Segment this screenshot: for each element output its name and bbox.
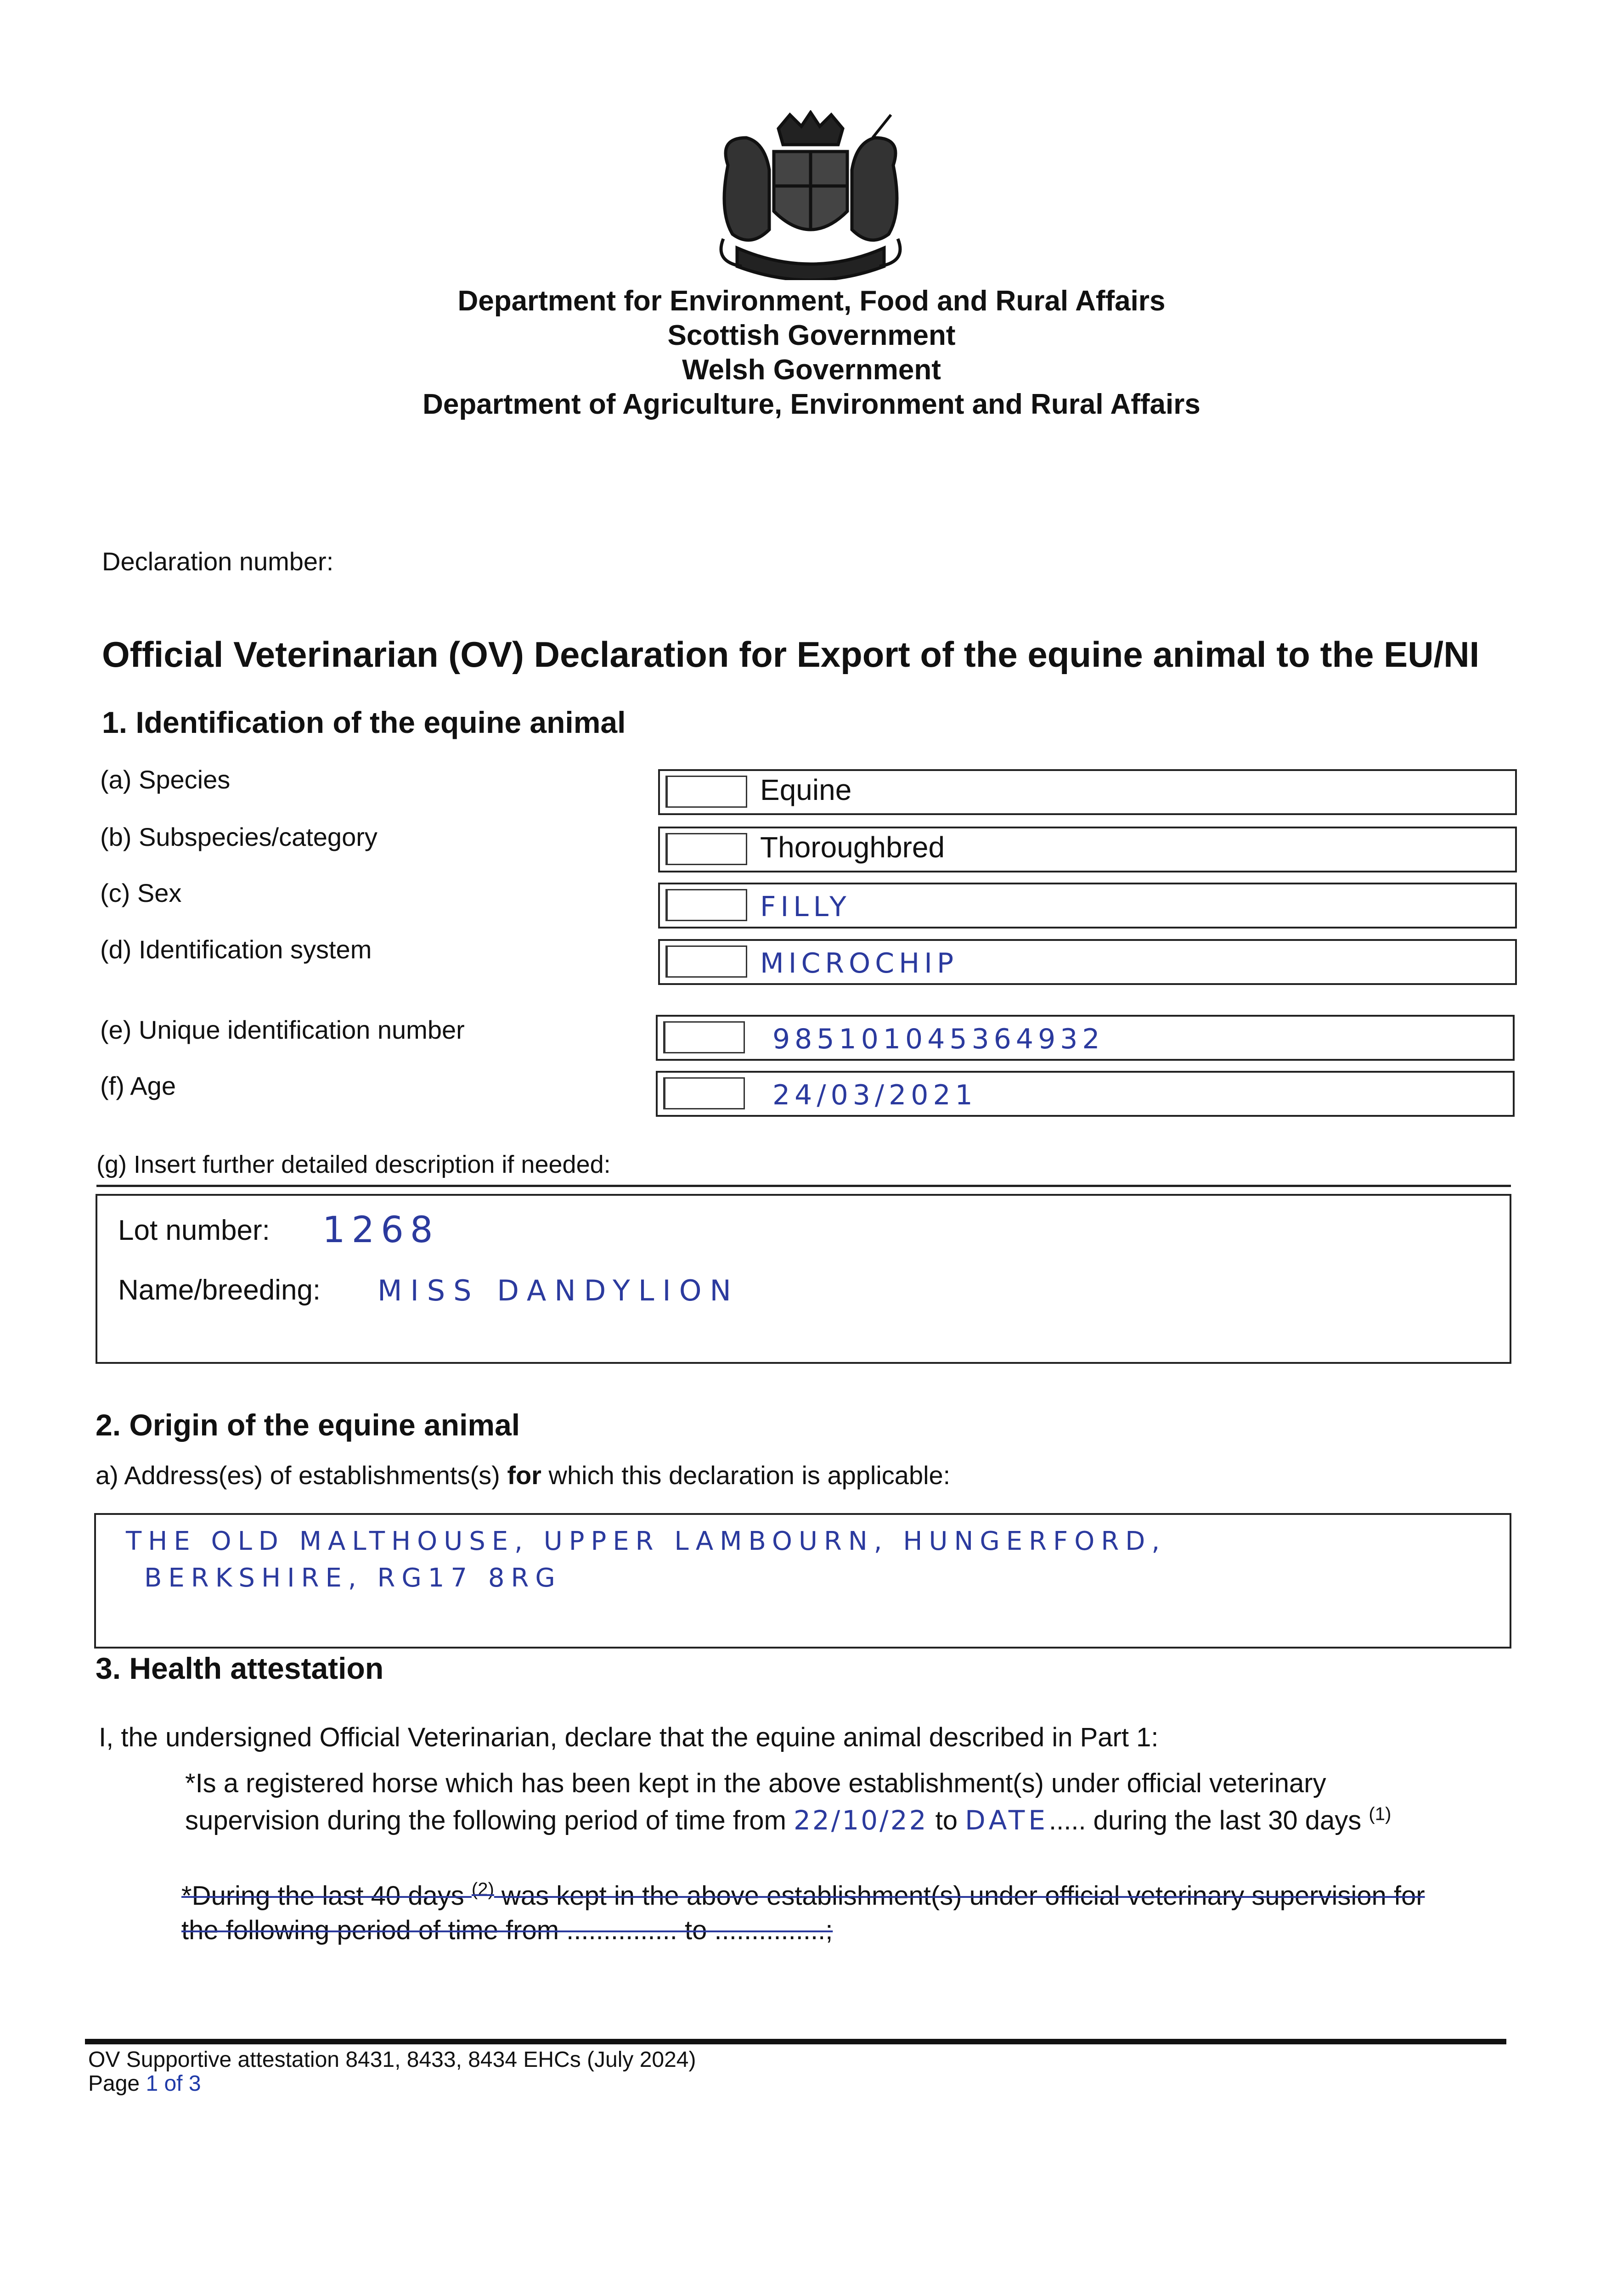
section3-heading: 3. Health attestation <box>96 1651 384 1685</box>
department-scottish-government: Scottish Government <box>667 320 956 351</box>
description-divider <box>96 1185 1511 1187</box>
age-value: 24/03/2021 <box>772 1079 977 1111</box>
address-label: a) Address(es) of establishments(s) for which this declaration is applicable: <box>96 1461 951 1490</box>
attestation-p2-line1: *During the last 40 days $^{(2)}$ was kept in the above establishment(s) under official veterinary supervision for <box>181 1879 1425 1911</box>
unique-id-label: (e) Unique identification number <box>100 1015 465 1044</box>
section1-heading: 1. Identification of the equine animal <box>102 705 626 739</box>
species-code-box <box>665 776 747 808</box>
attestation-intro: I, the undersigned Official Veterinarian, declare that the equine animal described in Part 1: <box>99 1722 1159 1752</box>
address-line2: BERKSHIRE, RG17 8RG <box>144 1563 562 1593</box>
species-label: (a) Species <box>100 765 231 794</box>
royal-coat-of-arms-logo <box>710 110 912 280</box>
sex-label: (c) Sex <box>100 878 182 907</box>
subspecies-label: (b) Subspecies/category <box>100 822 378 851</box>
age-field[interactable] <box>656 1071 1515 1117</box>
unique-id-field[interactable] <box>656 1015 1515 1061</box>
address-line1: THE OLD MALTHOUSE, UPPER LAMBOURN, HUNGERFORD, <box>126 1526 1167 1556</box>
footer-attestation: OV Supportive attestation 8431, 8433, 8434 EHCs (July 2024) <box>88 2048 696 2072</box>
section2-heading: 2. Origin of the equine animal <box>96 1408 520 1442</box>
identification-system-value: MICROCHIP <box>760 947 958 979</box>
unique-id-code-box <box>663 1021 745 1053</box>
sex-field[interactable] <box>658 883 1517 929</box>
department-welsh-government: Welsh Government <box>682 354 941 386</box>
department-defra: Department for Environment, Food and Rural Affairs <box>457 285 1166 317</box>
address-box[interactable] <box>94 1513 1511 1649</box>
identification-system-field[interactable] <box>658 939 1517 985</box>
name-breeding-value: MISS DANDYLION <box>378 1274 739 1307</box>
age-label: (f) Age <box>100 1071 176 1100</box>
subspecies-code-box <box>665 833 747 865</box>
lot-number-value: 1268 <box>322 1210 440 1251</box>
species-field[interactable] <box>658 769 1517 815</box>
identification-system-code-box <box>665 945 747 978</box>
attestation-p1-line1: *Is a registered horse which has been kept in the above establishment(s) under official veterinary <box>185 1768 1326 1798</box>
supervision-to-date: DATE <box>965 1805 1049 1836</box>
supervision-from-date: 22/10/22 <box>794 1805 928 1836</box>
description-label: (g) Insert further detailed description if needed: <box>96 1151 611 1178</box>
species-value: Equine <box>760 773 852 806</box>
unique-id-value: 985101045364932 <box>772 1023 1105 1055</box>
lot-number-label: Lot number: <box>118 1215 270 1246</box>
footer-rule <box>85 2039 1506 2044</box>
department-daera: Department of Agriculture, Environment and Rural Affairs <box>423 388 1200 420</box>
attestation-p2-line2: the following period of time from ............... to ...............; <box>181 1915 833 1945</box>
name-breeding-label: Name/breeding: <box>118 1274 321 1306</box>
sex-value: FILLY <box>760 891 851 923</box>
declaration-number-label: Declaration number: <box>102 547 334 576</box>
subspecies-value: Thoroughbred <box>760 831 945 864</box>
footer-page-number: Page 1 of 3 <box>88 2071 201 2096</box>
identification-system-label: (d) Identification system <box>100 935 372 964</box>
attestation-p1-line2: supervision during the following period of time from 22/10/22 to DATE..... during the last 30 days $^{(1)}$ <box>185 1804 1392 1836</box>
description-box[interactable] <box>96 1194 1511 1364</box>
sex-code-box <box>665 889 747 921</box>
form-title: Official Veterinarian (OV) Declaration for Export of the equine animal to the EU/NI <box>102 634 1480 675</box>
subspecies-field[interactable] <box>658 827 1517 872</box>
age-code-box <box>663 1077 745 1109</box>
